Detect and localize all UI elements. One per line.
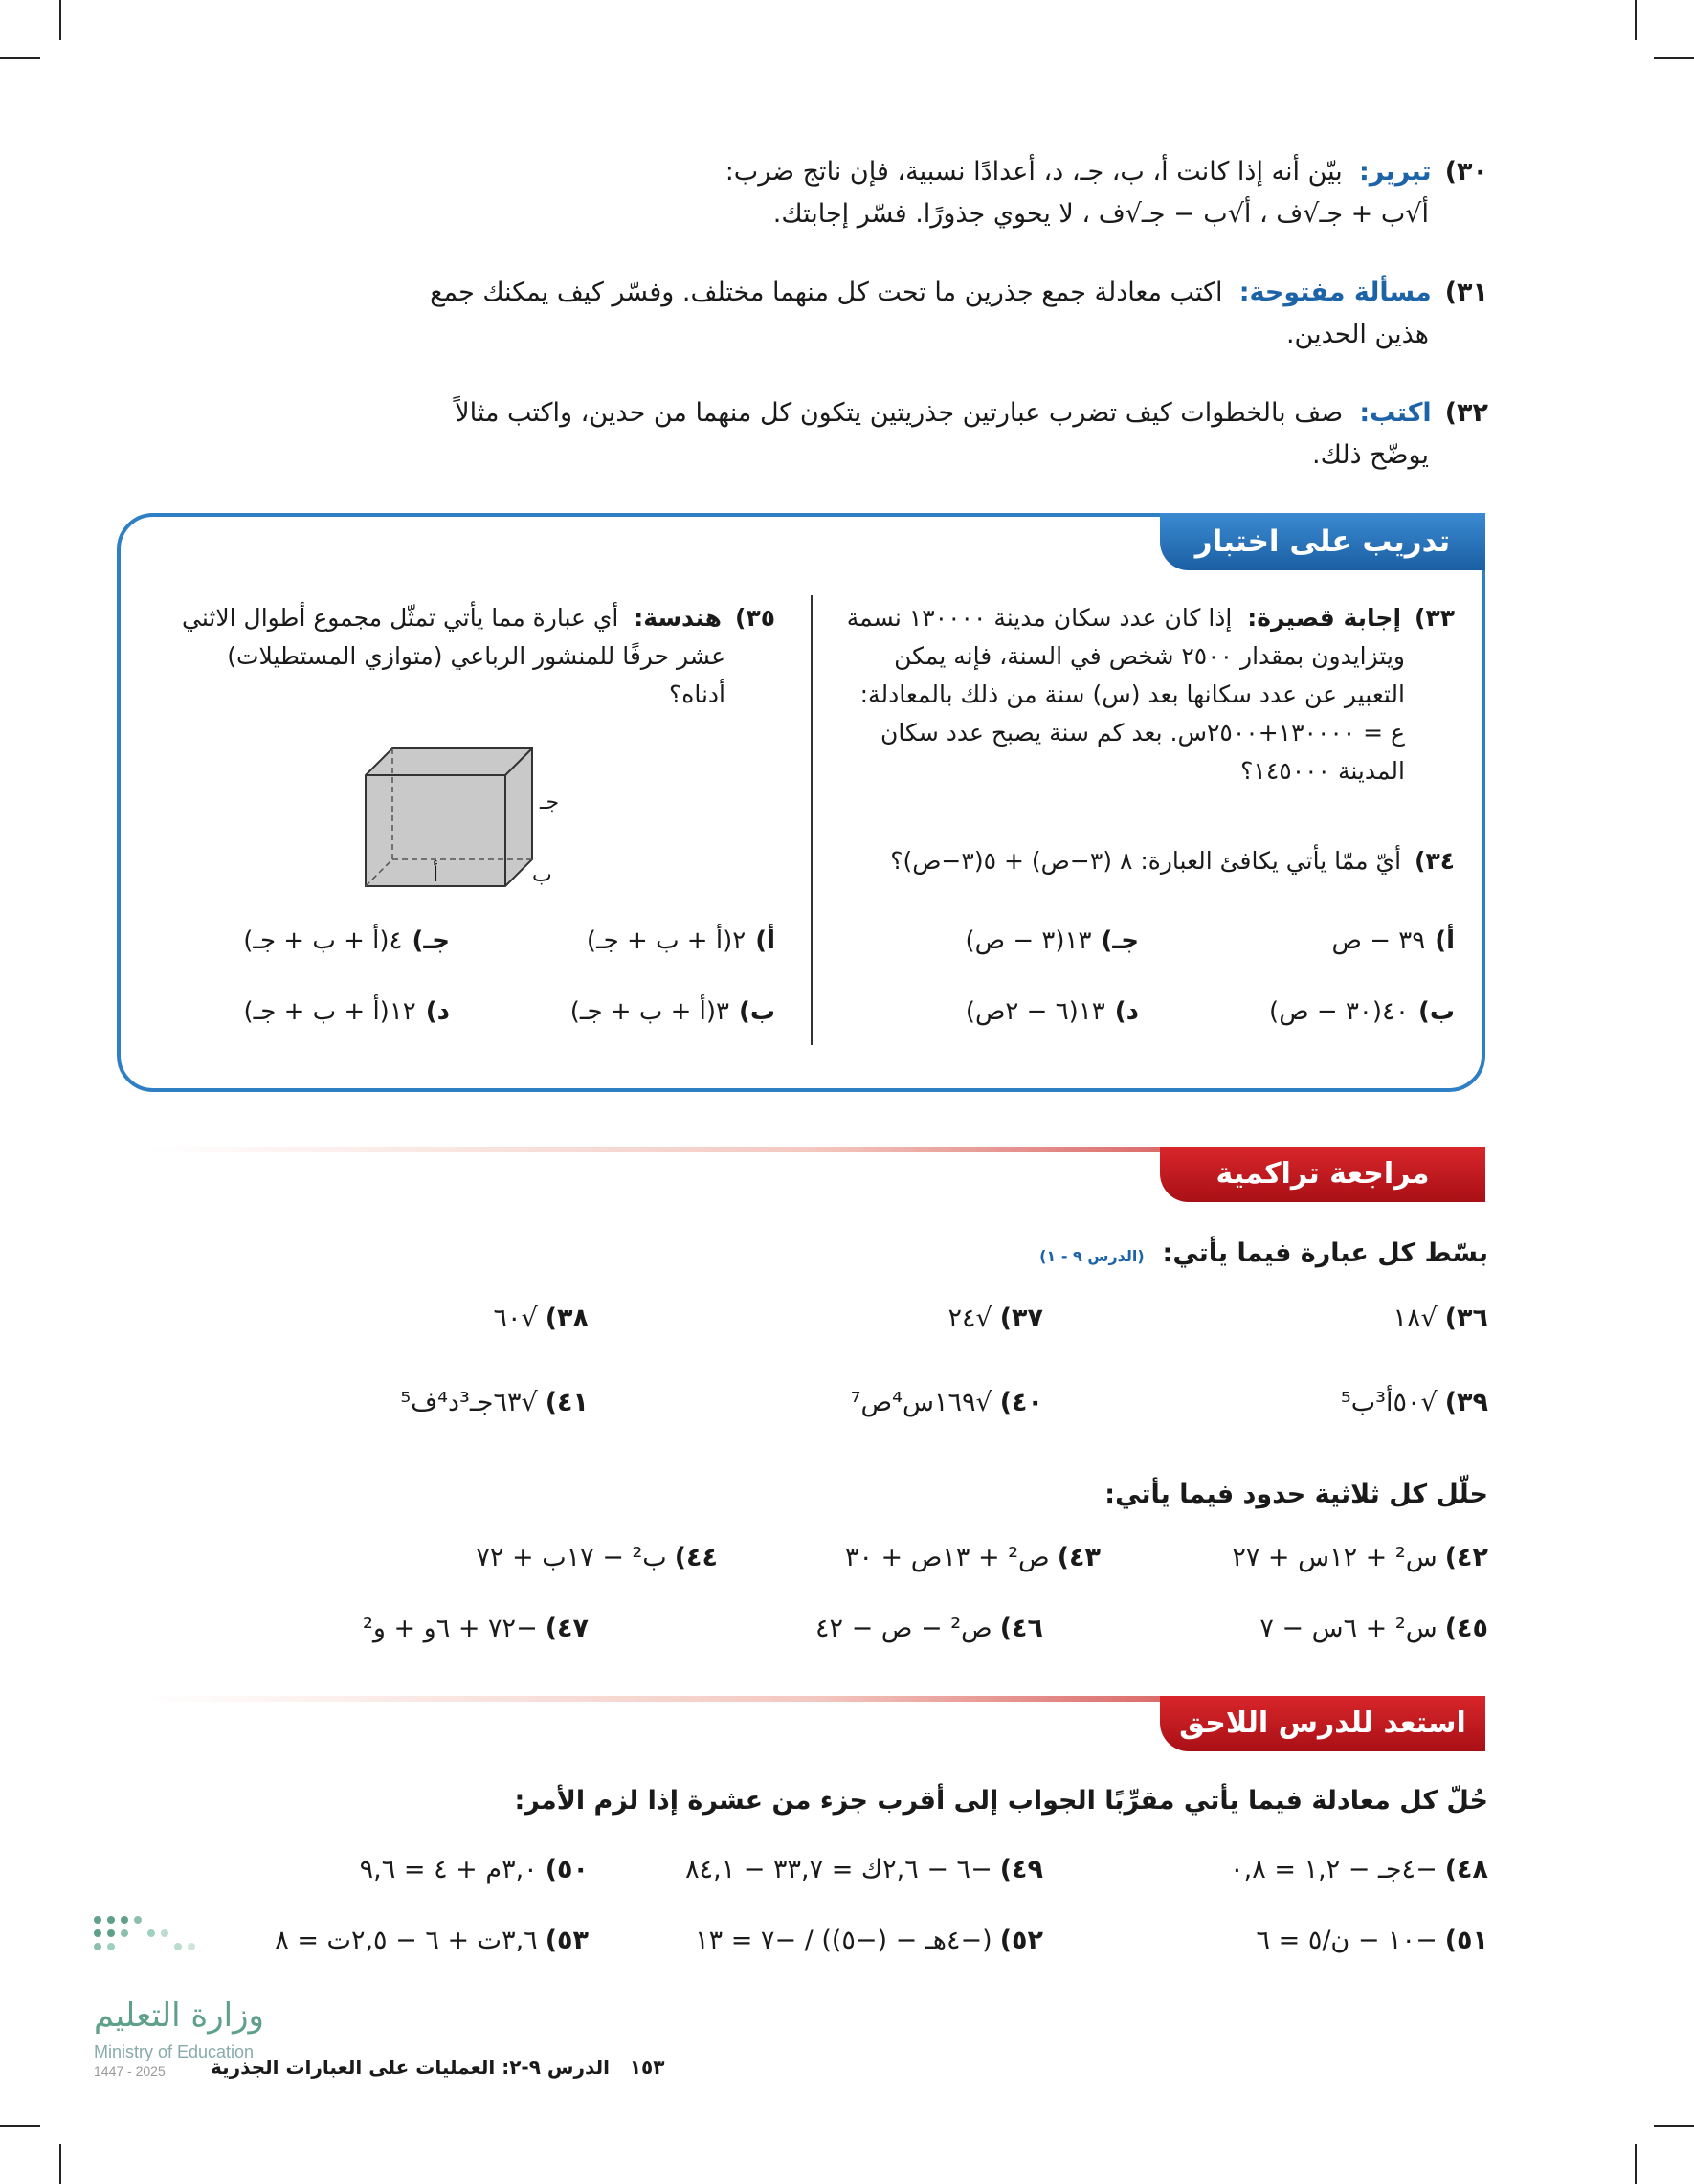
exercise-number: ٤٦) (999, 1614, 1043, 1643)
exercise-39 (1341, 1388, 1488, 1417)
exercise-number: ٥١) (1444, 1926, 1488, 1955)
exercise-expression: √٦٠ (493, 1304, 538, 1333)
next-lesson-instruction: حُلّ كل معادلة فيما يأتي مقرِّبًا الجواب إلى أقرب جزء من عشرة إذا لزم الأمر: (514, 1786, 1488, 1816)
question-33 (785, 599, 1455, 791)
crop-mark (1654, 57, 1694, 59)
option-label: جـ) (412, 926, 450, 955)
option-label: أ) (755, 926, 775, 955)
logo-dot (161, 1929, 168, 1937)
exercise-expression: −١٠ − ن/٥ = ٦ (1256, 1926, 1438, 1955)
exercise-52 (695, 1926, 1043, 1955)
question-text: التعبير عن عدد سكانها بعد (س) سنة من ذلك بالمعادلة: (859, 680, 1405, 708)
label-b: ب (532, 863, 552, 887)
exercise-number: ٤٣) (1057, 1543, 1101, 1572)
question-text: المدينة ١٤٥٠٠٠؟ (1240, 757, 1405, 785)
question-text: ع = ١٣٠٠٠٠+٢٥٠٠س. بعد كم سنة يصبح عدد سكان (880, 719, 1405, 747)
crop-mark (0, 57, 40, 59)
label-j: جـ (540, 791, 560, 814)
exercise-44 (476, 1543, 718, 1572)
exercise-number: ٤٥) (1444, 1614, 1488, 1643)
question-text: ويتزايدون بمقدار ٢٥٠٠ شخص في السنة، فإنه يمكن (894, 642, 1405, 670)
exercise-number: ٣٧) (999, 1304, 1043, 1333)
exercise-expression: (−٤هـ − (−٥)) / −٧ = ١٣ (695, 1926, 992, 1955)
crop-mark (59, 0, 61, 40)
option-value: ٢(أ + ب + جـ) (586, 926, 747, 955)
exercise-expression: −٤جـ − ١,٢ = ٠,٨ (1230, 1855, 1438, 1884)
exercise-42 (1232, 1543, 1488, 1572)
question-30 (172, 151, 1488, 235)
option-label: ب) (738, 997, 775, 1026)
option-value: ٣(أ + ب + جـ) (569, 997, 729, 1026)
ministry-logo-english: Ministry of Education (94, 2042, 255, 2061)
question-number: ٣١) (1444, 278, 1488, 307)
exercise-expression: س² + ١٢س + ٢٧ (1232, 1543, 1438, 1572)
exercise-53 (275, 1926, 589, 1955)
exercise-number: ٤٨) (1444, 1855, 1488, 1884)
exercise-expression: ٣,٠م + ٤ = ٩,٦ (359, 1855, 538, 1884)
ministry-logo-year: 2025 - 1447 (94, 2063, 166, 2079)
question-number: ٣٥) (735, 604, 775, 632)
exercise-number: ٣٦) (1444, 1304, 1488, 1333)
exercise-38 (493, 1304, 589, 1333)
keyword: إجابة قصيرة: (1247, 604, 1402, 632)
exercise-expression: ٣,٦ت + ٦ − ٢,٥ت = ٨ (275, 1926, 538, 1955)
page-number: ١٥٣ (629, 2056, 665, 2079)
exercise-51 (1257, 1926, 1489, 1955)
exercise-expression: ب² − ١٧ب + ٧٢ (476, 1543, 667, 1572)
option-label: ب) (1417, 997, 1455, 1026)
logo-dot (94, 1943, 101, 1950)
exercise-number: ٤٩) (999, 1855, 1043, 1884)
exercise-36 (1393, 1304, 1488, 1333)
keyword: تبرير: (1359, 157, 1432, 187)
question-text: اكتب معادلة جمع جذرين ما تحت كل منهما مختلف. وفسّر كيف يمكنك جمع (430, 278, 1223, 307)
exercise-37 (947, 1304, 1043, 1333)
ministry-logo-dots (94, 1916, 285, 1954)
question-text: عشر حرفًا للمنشور الرباعي (متوازي المستطيلات) (227, 642, 725, 670)
cumulative-review-title: مراجعة تراكمية (1160, 1147, 1485, 1202)
crop-mark (0, 2125, 40, 2127)
option-value: ١٣(٣ − ص) (965, 926, 1092, 955)
crop-mark (1635, 0, 1637, 40)
question-text: أدناه؟ (668, 680, 725, 708)
test-practice-title: تدريب على اختبار (1160, 513, 1485, 570)
question-number: ٣٢) (1444, 398, 1488, 428)
exercise-expression: √٥٠أ³ب⁵ (1340, 1388, 1438, 1417)
exercise-expression: س² + ٦س − ٧ (1259, 1614, 1438, 1643)
logo-dot (107, 1929, 115, 1937)
exercise-expression: √١٨ (1393, 1304, 1438, 1333)
logo-dot (147, 1929, 155, 1937)
option-value: ٤(أ + ب + جـ) (243, 926, 403, 955)
exercise-number: ٥٢) (999, 1926, 1043, 1955)
logo-dot (107, 1943, 115, 1950)
instruction-text: بسّط كل عبارة فيما يأتي: (1162, 1238, 1488, 1268)
exercise-number: ٥٣) (545, 1926, 589, 1955)
question-32 (172, 392, 1488, 477)
option-label: د) (1114, 997, 1139, 1026)
option-value: ٤٠(٣٠ − ص) (1269, 997, 1409, 1026)
logo-dot (188, 1943, 195, 1950)
option-d[interactable] (244, 997, 450, 1026)
question-text-line2: أ√ب + جـ√ف ، أ√ب − جـ√ف ، لا يحوي جذورًا. فسّر إجابتك. (772, 199, 1429, 229)
exercise-expression: √٢٤ (947, 1304, 992, 1333)
logo-dot (94, 1916, 101, 1924)
label-a: أ (433, 863, 439, 887)
page-footer (211, 2056, 664, 2079)
lesson-ref: (الدرس ٩ - ١) (1039, 1247, 1145, 1265)
exercise-expression: √٦٣جـ³د⁴ف⁵ (400, 1388, 538, 1417)
option-label: د) (425, 997, 450, 1026)
exercise-number: ٤١) (545, 1388, 589, 1417)
question-text-line2: يوضّح ذلك. (1312, 440, 1429, 470)
exercise-49 (685, 1855, 1043, 1884)
exercise-45 (1259, 1614, 1488, 1643)
factor-instruction: حلّل كل ثلاثية حدود فيما يأتي: (1104, 1480, 1488, 1509)
exercise-expression: √١٦٩س⁴ص⁷ (850, 1388, 992, 1417)
next-lesson-title: استعد للدرس اللاحق (1160, 1696, 1485, 1751)
exercise-expression: −٦ − ٢,٦ك = ٣٣,٧ − ٨٤,١ (685, 1855, 992, 1884)
logo-dot (94, 1929, 101, 1937)
keyword: مسألة مفتوحة: (1238, 278, 1432, 307)
question-number: ٣٠) (1444, 157, 1488, 187)
option-a[interactable] (1332, 926, 1455, 955)
option-c[interactable] (243, 926, 450, 955)
question-text-line2: هذين الحدين. (1285, 320, 1429, 349)
exercise-expression: −٧٢ + ٦و + و² (363, 1614, 538, 1643)
exercise-41 (400, 1388, 589, 1417)
ministry-logo-arabic: وزارة التعليم (94, 1996, 264, 2035)
option-value: ٣٩ − ص (1331, 926, 1426, 955)
logo-dot (107, 1916, 115, 1924)
keyword: اكتب: (1359, 398, 1432, 428)
option-value: ١٣(٦ − ٢ص) (965, 997, 1105, 1026)
logo-dot (174, 1943, 182, 1950)
question-text: بيّن أنه إذا كانت أ، ب، جـ، د، أعدادًا نسبية، فإن ناتج ضرب: (724, 157, 1343, 187)
logo-dot (121, 1916, 128, 1924)
cumulative-instruction (1039, 1238, 1488, 1268)
option-b[interactable] (570, 997, 775, 1026)
crop-mark (1635, 2144, 1637, 2184)
question-34 (785, 842, 1455, 880)
exercise-43 (845, 1543, 1101, 1572)
question-text: صف بالخطوات كيف تضرب عبارتين جذريتين يتكون كل منهما من حدين، واكتب مثالاً (455, 398, 1344, 428)
exercise-47 (363, 1614, 589, 1643)
exercise-number: ٤٤) (674, 1543, 718, 1572)
option-value: ١٢(أ + ب + جـ) (243, 997, 416, 1026)
option-a[interactable] (587, 926, 775, 955)
exercise-number: ٤٠) (999, 1388, 1043, 1417)
question-text: أي عبارة مما يأتي تمثّل مجموع أطوال الاثني (182, 604, 619, 632)
question-31 (172, 272, 1488, 356)
question-35 (182, 599, 775, 714)
exercise-46 (815, 1614, 1043, 1643)
exercise-40 (851, 1388, 1043, 1417)
exercise-expression: ص² − ص − ٤٢ (814, 1614, 992, 1643)
question-text: أيّ ممّا يأتي يكافئ العبارة: ٨ (٣−ص) + ٥(٣−ص)؟ (890, 847, 1402, 875)
option-label: أ) (1435, 926, 1455, 955)
crop-mark (59, 2144, 61, 2184)
prism-face (366, 748, 532, 886)
question-number: ٣٣) (1415, 604, 1455, 632)
exercise-number: ٣٨) (545, 1304, 589, 1333)
exercise-number: ٤٧) (545, 1614, 589, 1643)
option-label: جـ) (1101, 926, 1139, 955)
lesson-title: الدرس ٩-٢: العمليات على العبارات الجذرية (211, 2056, 610, 2079)
keyword: هندسة: (634, 604, 723, 632)
question-text: إذا كان عدد سكان مدينة ١٣٠٠٠٠ نسمة (846, 604, 1233, 632)
exercise-48 (1230, 1855, 1488, 1884)
question-number: ٣٤) (1415, 847, 1455, 875)
logo-dot (134, 1916, 142, 1924)
logo-dot (121, 1929, 128, 1937)
option-b[interactable] (1269, 997, 1455, 1026)
exercise-number: ٤٢) (1444, 1543, 1488, 1572)
exercise-expression: ص² + ١٣ص + ٣٠ (844, 1543, 1050, 1572)
exercise-number: ٣٩) (1444, 1388, 1488, 1417)
crop-mark (1654, 2125, 1694, 2127)
exercise-50 (360, 1855, 589, 1884)
option-c[interactable] (966, 926, 1139, 955)
option-d[interactable] (966, 997, 1139, 1026)
exercise-number: ٥٠) (545, 1855, 589, 1884)
